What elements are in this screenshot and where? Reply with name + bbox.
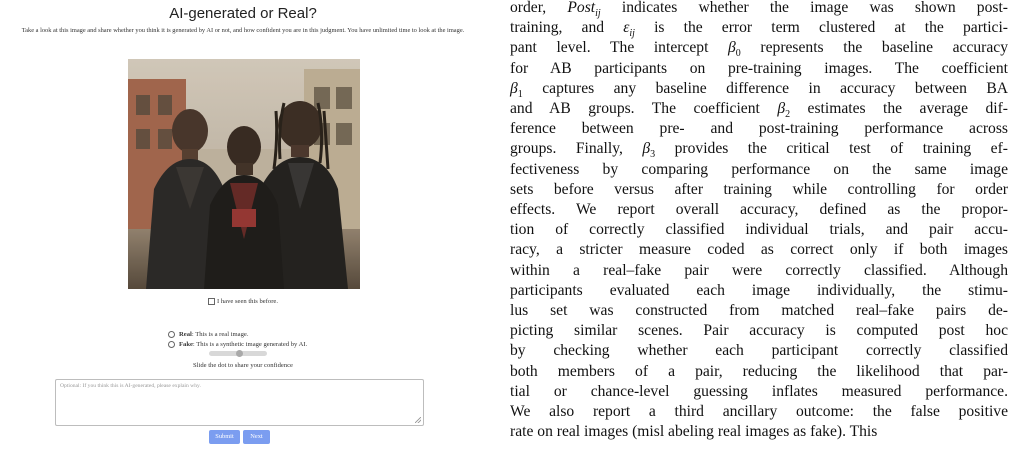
fake-option-bold: Fake bbox=[179, 341, 193, 349]
paper-line: $\beta_1$ captures any baseline difference in accuracy between BA bbox=[510, 79, 1008, 100]
paper-line: rate on real images (misl abeling real images as fake). This bbox=[510, 423, 878, 441]
submit-button[interactable]: Submit bbox=[209, 430, 240, 444]
paper-line: order, Post$_{ij}$ indicates whether the image was shown post- bbox=[510, 0, 1008, 20]
paper-line: within a real–fake pair were correctly classified. Although bbox=[510, 261, 1008, 279]
paper-line: tial or chance-level guessing inflates measured performance. bbox=[510, 382, 1008, 400]
real-option-bold: Real bbox=[179, 331, 192, 339]
survey-screenshot bbox=[0, 0, 486, 473]
confidence-label: Slide the dot to share your confidence bbox=[193, 362, 293, 369]
confidence-slider[interactable] bbox=[209, 351, 267, 356]
paper-line: racy, a stricter measure coded as correct only if both images bbox=[510, 241, 1008, 259]
paper-line: fectiveness by comparing performance on the same image bbox=[510, 160, 1008, 178]
option-real[interactable] bbox=[168, 331, 248, 338]
option-fake[interactable] bbox=[168, 341, 307, 348]
photo-of-three-young-men bbox=[128, 59, 360, 289]
paper-line: lus set was constructed from matched real–fake pairs de- bbox=[510, 302, 1008, 320]
real-radio[interactable] bbox=[168, 331, 175, 338]
paper-line: for AB participants on pre-training images. The coefficient bbox=[510, 59, 1008, 77]
explanation-placeholder: Optional: If you think this is AI-generated, please explain why. bbox=[60, 383, 201, 389]
fake-option-text: : This is a synthetic image generated by AI. bbox=[192, 341, 308, 349]
paper-line: and AB groups. The coefficient $\beta_2$ estimates the average dif- bbox=[510, 100, 1008, 121]
seen-before-label: I have seen this before. bbox=[217, 298, 278, 306]
paper-line: training, and $\varepsilon_{ij}$ is the error term clustered at the partici- bbox=[510, 19, 1008, 40]
paper-line: picting similar scenes. Pair accuracy is computed post hoc bbox=[510, 322, 1008, 340]
paper-line: groups. Finally, $\beta_3$ provides the critical test of training ef- bbox=[510, 140, 1008, 161]
paper-line: both members of a pair, reducing the likelihood that par- bbox=[510, 362, 1008, 380]
paper-line: ference between pre- and post-training performance across bbox=[510, 120, 1008, 138]
paper-line: participants evaluated each image individually, the stimu- bbox=[510, 281, 1008, 299]
fake-radio[interactable] bbox=[168, 341, 175, 348]
real-option-text: : This is a real image. bbox=[191, 331, 249, 339]
stimulus-photo bbox=[128, 59, 360, 289]
resize-grip-icon[interactable] bbox=[415, 417, 421, 423]
paper-line: sets before versus after training while controlling for order bbox=[510, 180, 1008, 198]
next-button[interactable]: Next bbox=[243, 430, 270, 444]
survey-title: AI-generated or Real? bbox=[169, 5, 317, 22]
seen-before-row[interactable] bbox=[0, 298, 486, 305]
survey-instructions: Take a look at this image and share whether you think it is generated by AI or not, and how confident you are in this judgment. You have unlimited time to look at the image. bbox=[21, 27, 465, 34]
explanation-textarea[interactable] bbox=[55, 379, 424, 426]
paper-line: effects. We report overall accuracy, defined as the propor- bbox=[510, 201, 1008, 219]
paper-body-text bbox=[510, 0, 1008, 442]
slider-handle[interactable] bbox=[236, 350, 243, 357]
paper-line: We also report a third ancillary outcome: the false positive bbox=[510, 403, 1008, 421]
paper-line: tion of correctly classified individual trials, and pair accu- bbox=[510, 221, 1008, 239]
paper-line: by checking whether each participant correctly classified bbox=[510, 342, 1008, 360]
seen-before-checkbox[interactable] bbox=[208, 298, 215, 305]
paper-line: pant level. The intercept $\beta_0$ represents the baseline accuracy bbox=[510, 39, 1008, 60]
